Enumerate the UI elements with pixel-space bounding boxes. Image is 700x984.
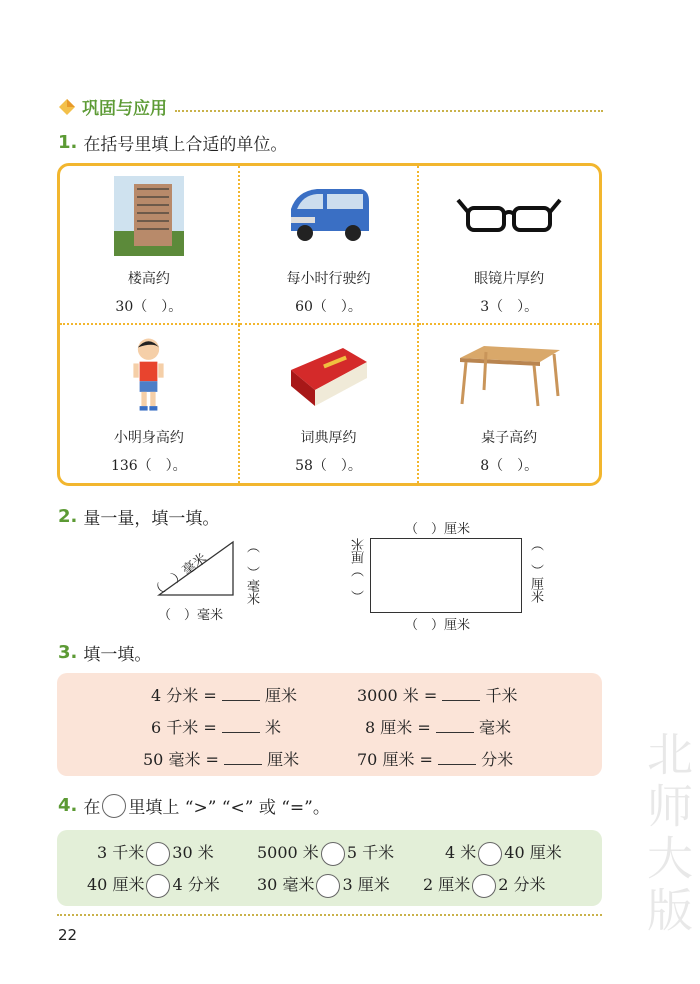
item-label: 词典厚约 [300, 429, 357, 446]
expr: 3000 米 = [357, 686, 438, 705]
question-4 [58, 793, 330, 818]
conversion-row [357, 747, 513, 770]
compare-circle[interactable] [472, 874, 496, 898]
blank[interactable] [436, 719, 474, 733]
van-image [283, 176, 373, 256]
right: 30 米 [172, 843, 214, 862]
left: 5000 米 [257, 843, 319, 862]
right: 40 厘米 [504, 843, 562, 862]
unit: 毫米 [478, 718, 511, 737]
left: 40 厘米 [87, 875, 145, 894]
conversion-row [151, 715, 281, 738]
compare-item [87, 872, 220, 898]
answer-blank[interactable]: 30（ ）。 [115, 299, 183, 315]
rect-left-label[interactable]: （ ）厘米 [352, 538, 367, 603]
conversion-row [143, 747, 299, 770]
answer-blank[interactable]: 3（ ）。 [480, 299, 539, 315]
item-table [419, 325, 599, 484]
question-number: 1. [58, 132, 78, 153]
blank[interactable] [442, 687, 480, 701]
conversion-row [357, 683, 518, 706]
footer-divider [57, 914, 602, 916]
conversion-row [151, 683, 297, 706]
compare-item [445, 840, 562, 866]
item-label: 眼镜片厚约 [474, 271, 545, 287]
right: 2 分米 [498, 875, 546, 894]
answer-blank[interactable]: 58（ ）。 [295, 457, 362, 474]
conversion-box [57, 673, 602, 776]
right: 4 分米 [172, 875, 220, 894]
compare-circle[interactable] [478, 842, 502, 866]
question-1 [58, 130, 287, 155]
item-dictionary [240, 325, 420, 484]
answer-blank[interactable]: 8（ ）。 [480, 457, 539, 474]
compare-circle[interactable] [146, 842, 170, 866]
left: 2 厘米 [423, 875, 471, 894]
unit-grid [57, 163, 602, 486]
triangle-side-label[interactable]: （ ）毫米 [244, 540, 259, 605]
question-text: 量一量，填一填。 [83, 509, 220, 529]
answer-blank[interactable]: 60（ ）。 [295, 299, 362, 315]
question-text: 在括号里填上合适的单位。 [83, 135, 288, 155]
circle-icon [102, 794, 126, 818]
building-image [114, 176, 184, 256]
watermark: 北师大版 [640, 730, 694, 938]
blank[interactable] [222, 719, 260, 733]
compare-circle[interactable] [321, 842, 345, 866]
triangle-base-label[interactable]: （ ）毫米 [158, 608, 224, 623]
compare-item [257, 872, 390, 898]
compare-item [97, 840, 214, 866]
rect-right-label[interactable]: （ ）厘米 [528, 538, 543, 603]
expr: 8 厘米 = [365, 718, 431, 737]
item-boy [60, 325, 240, 484]
unit: 厘米 [264, 686, 297, 705]
table-image [454, 335, 564, 415]
unit: 米 [264, 718, 281, 737]
right: 5 千米 [346, 843, 395, 862]
rect-top-label[interactable]: （ ）厘米 [405, 522, 471, 537]
dictionary-image [283, 335, 373, 415]
left: 3 千米 [97, 843, 145, 862]
item-van [240, 166, 420, 325]
unit: 分米 [481, 750, 514, 769]
question-number: 4. [58, 795, 78, 816]
blank[interactable] [222, 687, 260, 701]
compare-item [423, 872, 546, 898]
item-label: 楼高约 [127, 271, 170, 287]
expr: 4 分米 = [151, 686, 217, 705]
compare-circle[interactable] [316, 874, 340, 898]
compare-box [57, 830, 602, 906]
question-text: 里填上 “>” “<” 或 “=”。 [128, 798, 330, 818]
item-label: 每小时行驶约 [286, 271, 371, 287]
unit: 千米 [485, 686, 518, 705]
item-label: 桌子高约 [481, 429, 538, 446]
left: 30 毫米 [257, 875, 315, 894]
expr: 70 厘米 = [357, 750, 433, 769]
question-number: 3. [58, 642, 78, 663]
item-building [60, 166, 240, 325]
question-text: 在 [83, 798, 101, 818]
blank[interactable] [438, 751, 476, 765]
boy-image [126, 335, 171, 415]
conversion-row [365, 715, 511, 738]
answer-blank[interactable]: 136（ ）。 [110, 457, 187, 474]
compare-circle[interactable] [146, 874, 170, 898]
glasses-image [454, 176, 564, 256]
compare-item [257, 840, 394, 866]
unit: 厘米 [267, 750, 300, 769]
rectangle-figure [370, 538, 522, 613]
question-3 [58, 640, 151, 665]
divider [175, 102, 603, 112]
rect-bottom-label[interactable]: （ ）厘米 [405, 618, 471, 633]
section-title: 巩固与应用 [82, 99, 167, 119]
expr: 50 毫米 = [143, 750, 219, 769]
question-text: 填一填。 [83, 645, 152, 665]
right: 3 厘米 [342, 875, 390, 894]
left: 4 米 [445, 843, 477, 862]
page-number: 22 [58, 926, 78, 944]
blank[interactable] [224, 751, 262, 765]
diamond-icon [58, 98, 76, 116]
question-2 [58, 504, 219, 529]
expr: 6 千米 = [151, 718, 217, 737]
question-number: 2. [58, 506, 78, 527]
item-label: 小明身高约 [113, 429, 184, 446]
section-header [58, 94, 603, 119]
item-glasses [419, 166, 599, 325]
triangle-hypotenuse-label[interactable]: （ ）毫米 [148, 551, 210, 602]
